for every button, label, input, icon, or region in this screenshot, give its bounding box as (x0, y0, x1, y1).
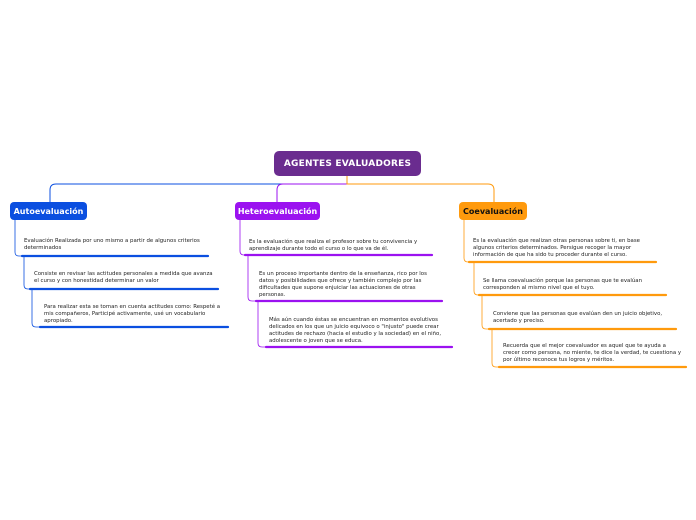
branch-node-autoevaluacion[interactable]: Autoevaluación (10, 202, 87, 220)
branch-node-coevaluacion[interactable]: Coevaluación (459, 202, 527, 220)
connector-coev-2 (474, 262, 480, 295)
leaf-coevaluacion-3[interactable]: Conviene que las personas que evalúan den un juicio objetivo, acertado y preciso. (493, 311, 663, 324)
connector-coev-3 (482, 295, 490, 329)
leaf-heteroevaluacion-1[interactable]: Es la evaluación que realiza el profesor sobre tu convivencia y aprendizaje durante todo el curso o lo que va de él. (249, 239, 418, 252)
connector-root-heteroevaluacion (277, 176, 347, 202)
leaf-coevaluacion-2[interactable]: Se llama coevaluación porque las personas que te evalúan corresponden al mismo nivel que el tuyo. (483, 278, 642, 291)
leaf-coevaluacion-4[interactable]: Recuerda que el mejor coevaluador es aquel que te ayuda a crecer como persona, no miente, te dice la verdad, te cuestiona y por último reconoce tus logros y méritos. (503, 343, 682, 363)
leaf-autoevaluacion-3[interactable]: Para realizar esta se toman en cuenta actitudes como: Respeté a mis compañeros, Participé activamente, usé un vocabulario apropiado. (44, 304, 221, 324)
connector-root-coevaluacion (347, 176, 494, 202)
root-node[interactable]: AGENTES EVALUADORES (274, 151, 421, 176)
connector-coev-1 (464, 220, 470, 262)
connector-coev-4 (492, 329, 500, 367)
connector-hetero-2 (248, 255, 256, 301)
leaf-autoevaluacion-2[interactable]: Consiste en revisar las actitudes personales a medida que avanza el curso y con honestidad determinar un valor (34, 271, 213, 284)
leaf-heteroevaluacion-2[interactable]: Es un proceso importante dentro de la enseñanza, rico por los datos y posibilidades que ofrece y también complejo por las dificultades que supone enjuiciar las actuaciones de otras personas. (259, 271, 427, 298)
connector-hetero-1 (240, 220, 246, 255)
connector-auto-2 (24, 256, 32, 289)
leaf-heteroevaluacion-3[interactable]: Más aún cuando éstas se encuentran en momentos evolutivos delicados en los que un juicio equivoco o "injusto" puede crear actitudes de rechazo (hacia el estudio y la sociedad) en el niño, adolescente o joven que se educa. (269, 317, 442, 344)
branch-node-heteroevaluacion[interactable]: Heteroevaluación (235, 202, 320, 220)
connector-root-autoevaluacion (50, 176, 347, 202)
leaf-coevaluacion-1[interactable]: Es la evaluación que realizan otras personas sobre ti, en base algunos criterios determinados. Persigue recoger la mayor información de que ha sido tu proceder durante el curso. (473, 238, 640, 258)
connector-auto-1 (15, 220, 24, 256)
leaf-autoevaluacion-1[interactable]: Evaluación Realizada por uno mismo a partir de algunos criterios determinados (24, 238, 200, 251)
connector-hetero-3 (258, 301, 266, 347)
connector-auto-3 (32, 289, 40, 327)
